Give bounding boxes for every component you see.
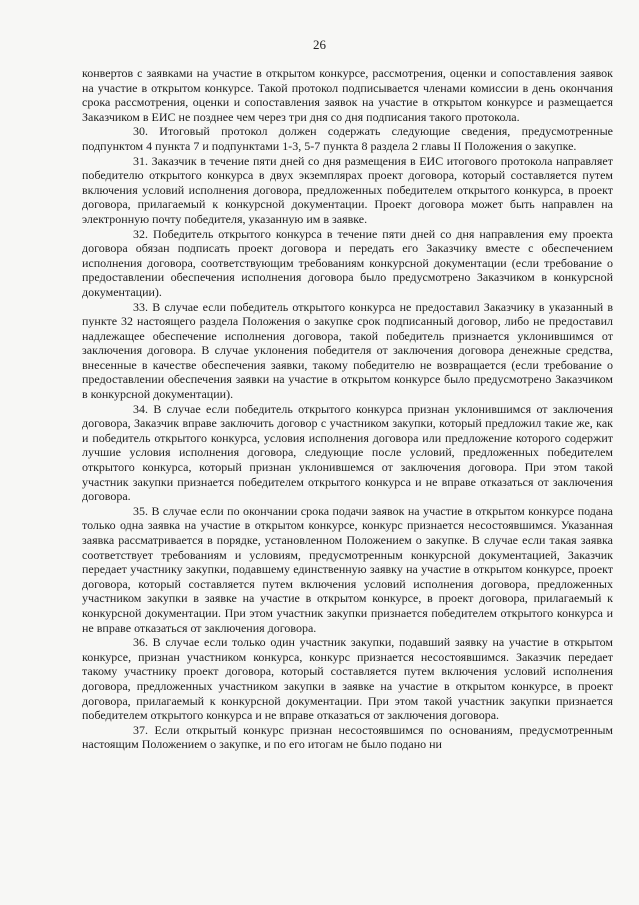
document-body [82, 66, 613, 752]
paragraph-item-34: 34. В случае если победитель открытого конкурса признан уклонившимся от заключения договора, Заказчик вправе заключить договор с участником закупки, который предложил такие же, как и победитель открытого конкурса, условия исполнения договора или предложение которого содержит лучшие условия исполнения договора, следующие после условий, предложенных победителем открытого конкурса, который признан уклонившемся от заключения договора. При этом такой участник закупки признается победителем открытого конкурса и не вправе отказаться от заключения договора. [82, 401, 613, 504]
paragraph-item-31: 31. Заказчик в течение пяти дней со дня размещения в ЕИС итогового протокола направляет победителю открытого конкурса в двух экземплярах проект договора, который составляется путем включения условий исполнения договора, предложенных победителем открытого конкурса, в проект договора, прилагаемый к конкурсной документации. Проект договора может быть направлен на электронную почту победителя, указанную им в заявке. [82, 153, 613, 226]
page-number: 26 [313, 37, 326, 52]
paragraph-item-35: 35. В случае если по окончании срока подачи заявок на участие в открытом конкурсе подана только одна заявка на участие в открытом конкурсе, конкурс признается несостоявшимся. Указанная заявка рассматривается в порядке, установленном Положением о закупке. В случае если такая заявка соответствует требованиям и условиям, предусмотренным конкурсной документацией, Заказчик передает участнику закупки, подавшему единственную заявку на участие в открытом конкурсе, проект договора, который составляется путем включения условий исполнения договора, предложенных участником закупки в заявке на участие в открытом конкурсе, в проект договора, прилагаемый к конкурсной документации. При этом участник закупки признается победителем открытого конкурса и не вправе отказаться от заключения договора. [82, 503, 613, 635]
paragraph-item-36: 36. В случае если только один участник закупки, подавший заявку на участие в открытом конкурсе, признан участником конкурса, конкурс признается несостоявшимся. Заказчик передает такому участнику проект договора, который составляется путем включения условий исполнения договора, предложенных участником закупки в заявке на участие в открытом конкурсе, в проект договора, прилагаемый к конкурсной документации. При этом такой участник закупки признается победителем открытого конкурса и не вправе отказаться от заключения договора. [82, 635, 613, 723]
paragraph-item-37: 37. Если открытый конкурс признан несостоявшимся по основаниям, предусмотренным настоящим Положением о закупке, и по его итогам не было подано ни [82, 722, 613, 752]
paragraph-continuation: конвертов с заявками на участие в открытом конкурсе, рассмотрения, оценки и сопоставления заявок на участие в открытом конкурсе. Такой протокол подписывается членами комиссии в день окончания срока рассмотрения, оценки и сопоставления заявок на участие в открытом конкурсе и размещается Заказчиком в ЕИС не позднее чем через три дня со дня подписания такого протокола. [82, 66, 613, 124]
paragraph-item-32: 32. Победитель открытого конкурса в течение пяти дней со дня направления ему проекта договора обязан подписать проект договора и передать его Заказчику вместе с обеспечением исполнения договора, соответствующим требованиям конкурсной документации (если требование о предоставлении обеспечения исполнения договора было предусмотрено Заказчиком в конкурсной документации). [82, 226, 613, 299]
paragraph-item-33: 33. В случае если победитель открытого конкурса не предоставил Заказчику в указанный в пункте 32 настоящего раздела Положения о закупке срок подписанный договор, либо не предоставил надлежащее обеспечение исполнения договора, такой победитель признается уклонившимся от заключения договора. В случае уклонения победителя от заключения договора денежные средства, внесенные в качестве обеспечения заявки, такому победителю не возвращается (если требование о предоставлении обеспечения заявки на участие в открытом конкурсе было предусмотрено Заказчиком в конкурсной документации). [82, 299, 613, 402]
paragraph-item-30: 30. Итоговый протокол должен содержать следующие сведения, предусмотренные подпунктом 4 пункта 7 и подпунктами 1-3, 5-7 пункта 8 раздела 2 главы II Положения о закупке. [82, 124, 613, 153]
